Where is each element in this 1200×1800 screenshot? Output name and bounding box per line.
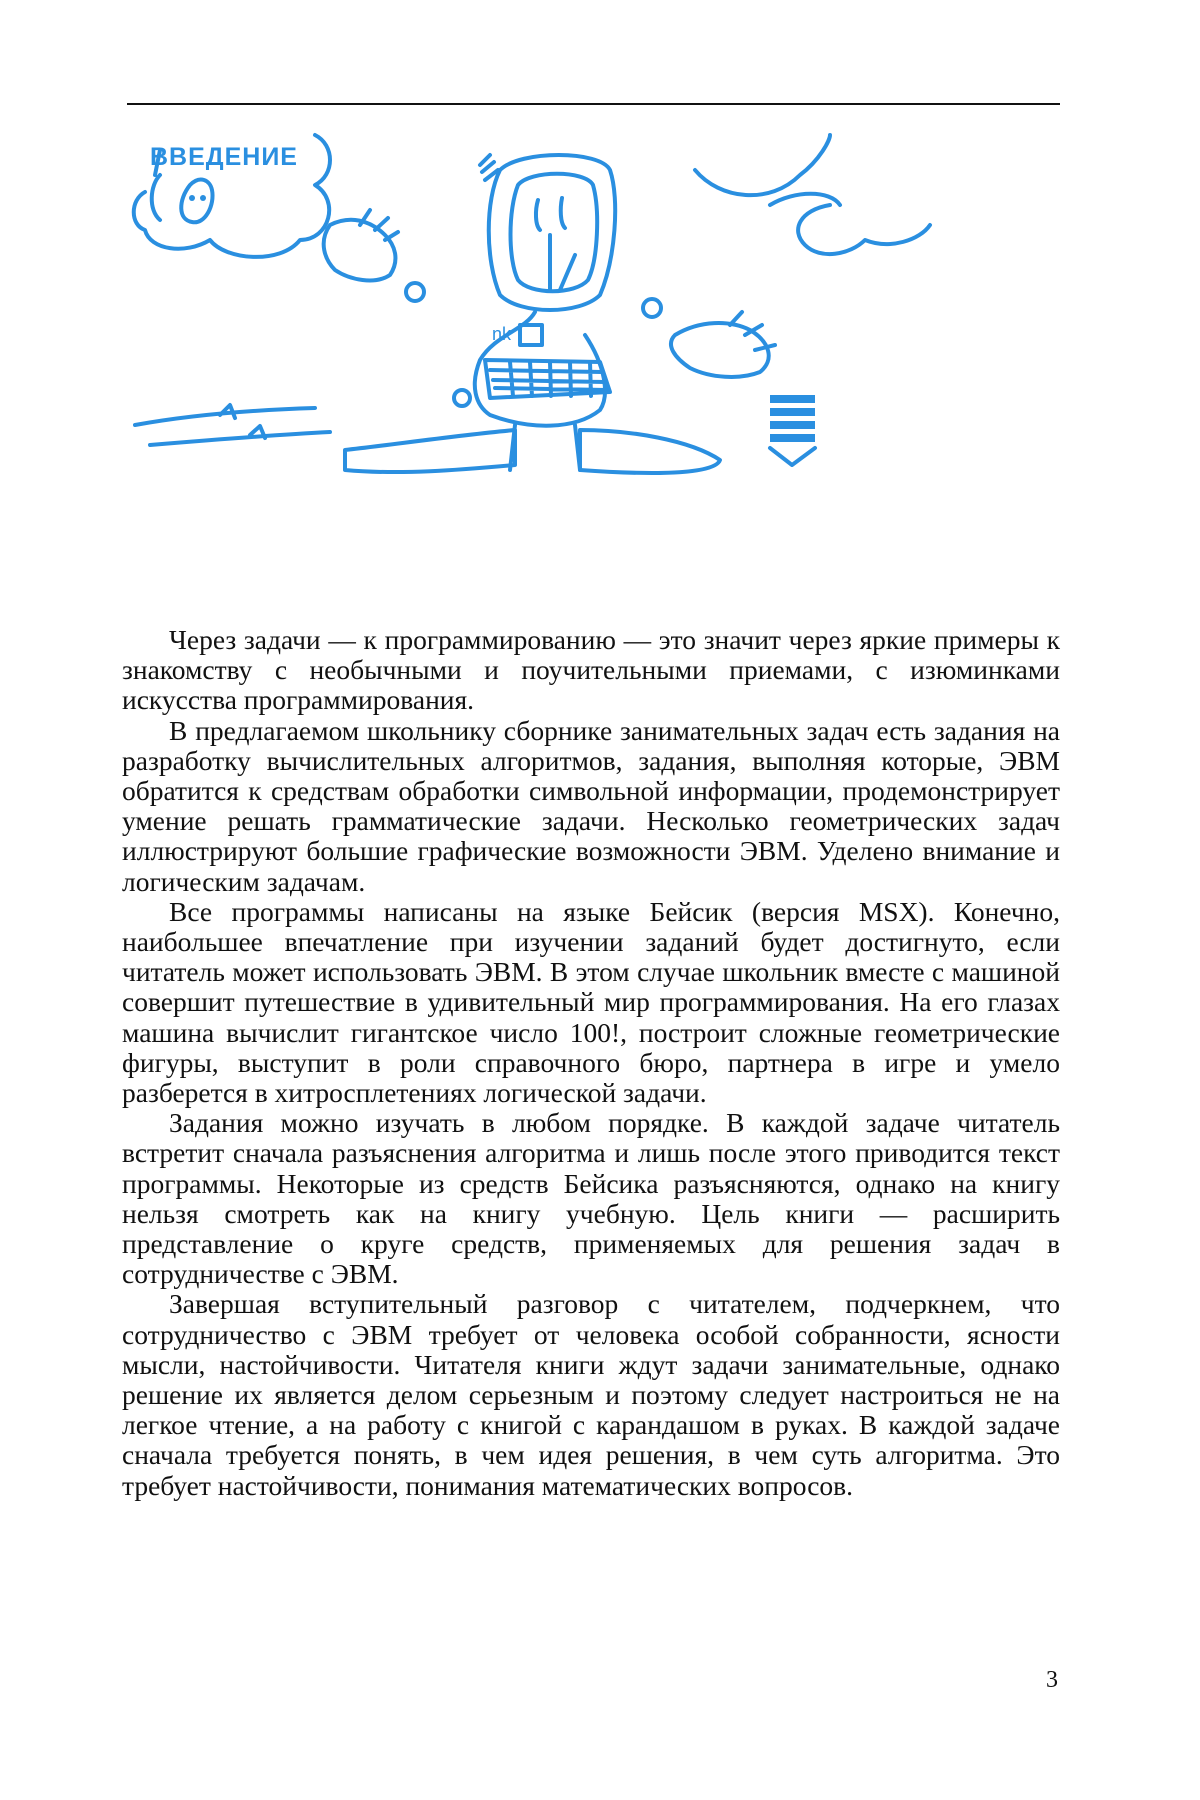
computer-mascot-illustration — [130, 130, 960, 550]
section-title: ВВЕДЕНИЕ — [150, 143, 298, 171]
top-rule — [127, 103, 1060, 105]
paragraph: Задания можно изучать в любом порядке. В каждой задаче читатель встретит сначала разъяснения алгоритма и лишь после этого приводится текст программы. Некоторые из средств Бейсика разъясняются, однако на книгу нельзя смотреть как на книгу учебную. Цель книги — расширить представление о круге средств, применяемых для решения задач в сотрудничестве с ЭВМ. — [122, 1107, 1060, 1290]
monitor-label: nk — [492, 324, 512, 344]
paragraph: В предлагаемом школьнику сборнике занимательных задач есть задания на разработку вычислительных алгоритмов, задания, выполняя которые, ЭВМ обратится к средствам обработки символьной информации, продемонстрирует умение решать грамматические задачи. Несколько геометрических задач иллюстрируют большие графические возможности ЭВМ. Уделено внимание и логическим задачам. — [122, 714, 1060, 897]
paragraph: Завершая вступительный разговор с читателем, подчеркнем, что сотрудничество с ЭВМ требует от человека особой собранности, ясности мысли, настойчивости. Читателя книги ждут задачи занимательные, однако решение их является делом серьезным и поэтому следует настроиться не на легкое чтение, а на работу с книгой с карандашом в руках. В каждой задаче сначала требуется понять, в чем идея решения, в чем суть алгоритма. Это требует настойчивости, понимания математических вопросов. — [122, 1288, 1060, 1501]
body-text — [122, 625, 1060, 1501]
paragraph: Через задачи — к программированию — это значит через яркие примеры к знакомству с необычными и поучительными приемами, с изюминками искусства программирования. — [122, 624, 1060, 716]
page-number: 3 — [1046, 1667, 1058, 1693]
paragraph: Все программы написаны на языке Бейсик (версия MSX). Конечно, наибольшее впечатление при изучении заданий будет достигнуто, если читатель может использовать ЭВМ. В этом случае школьник вместе с машиной совершит путешествие в удивительный мир программирования. На его глазах машина вычислит гигантское число 100!, построит сложные геометрические фигуры, выступит в роли справочного бюро, партнера в игре и умело разберется в хитросплетениях логической задачи. — [122, 895, 1060, 1109]
